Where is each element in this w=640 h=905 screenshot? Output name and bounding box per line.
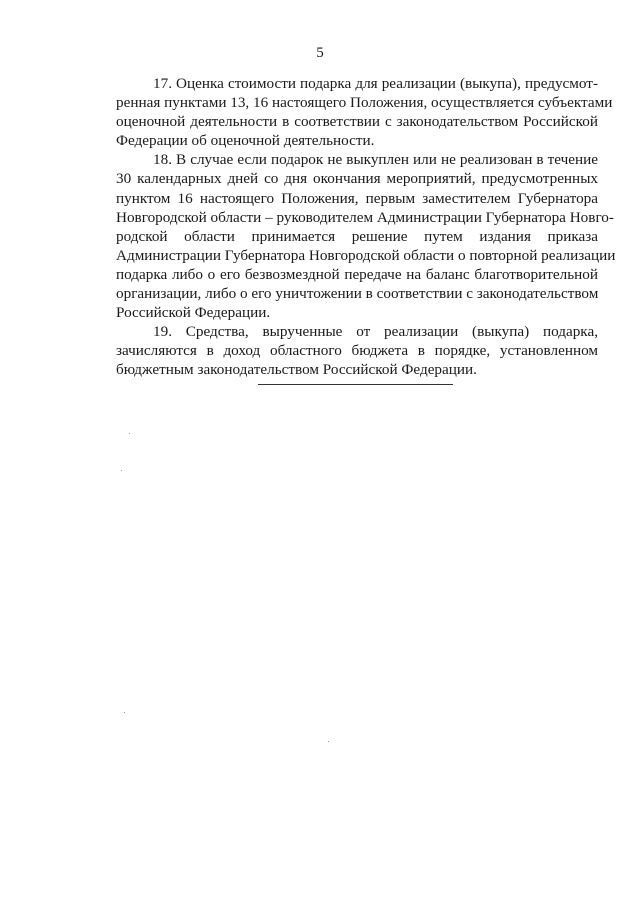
text-line: подарка либо о его безвозмездной передаче на баланс благотворительной [116, 265, 598, 283]
text-line: оценочной деятельности в соответствии с законодательством Российской [116, 113, 598, 131]
scan-speck [121, 470, 122, 471]
text-line: Федерации об оценочной деятельности. [116, 132, 375, 150]
text-line: ренная пунктами 13, 16 настоящего Положения, осуществляется субъектами [116, 94, 613, 112]
text-line: 17. Оценка стоимости подарка для реализации (выкупа), предусмот- [153, 75, 598, 92]
text-line: Российской Федерации. [116, 304, 271, 322]
paragraph-19 [116, 322, 598, 379]
text-line: организации, либо о его уничтожении в соответствии с законодательством [116, 285, 599, 303]
page-number: 5 [316, 45, 324, 61]
end-separator-line [258, 384, 453, 385]
document-body [116, 74, 616, 380]
text-line: 30 календарных дней со дня окончания мероприятий, предусмотренных [116, 170, 598, 188]
text-line: 18. В случае если подарок не выкуплен или не реализован в течение [153, 151, 598, 169]
scan-speck [328, 741, 329, 742]
text-line: Новгородской области – руководителем Администрации Губернатора Новго- [116, 208, 614, 226]
paragraph-17 [116, 74, 613, 150]
text-line: бюджетным законодательством Российской Федерации. [116, 361, 477, 379]
text-line: зачисляются в доход областного бюджета в порядке, установленном [116, 342, 598, 360]
text-line: 19. Средства, вырученные от реализации (выкупа) подарка, [153, 323, 598, 341]
text-line: Администрации Губернатора Новгородской области о повторной реализации [116, 246, 616, 264]
text-line: пунктом 16 настоящего Положения, первым заместителем Губернатора [116, 189, 598, 207]
scan-speck [124, 712, 125, 713]
paragraph-18 [116, 150, 616, 322]
text-line: родской области принимается решение путем издания приказа [116, 227, 598, 245]
scan-speck [129, 433, 130, 434]
